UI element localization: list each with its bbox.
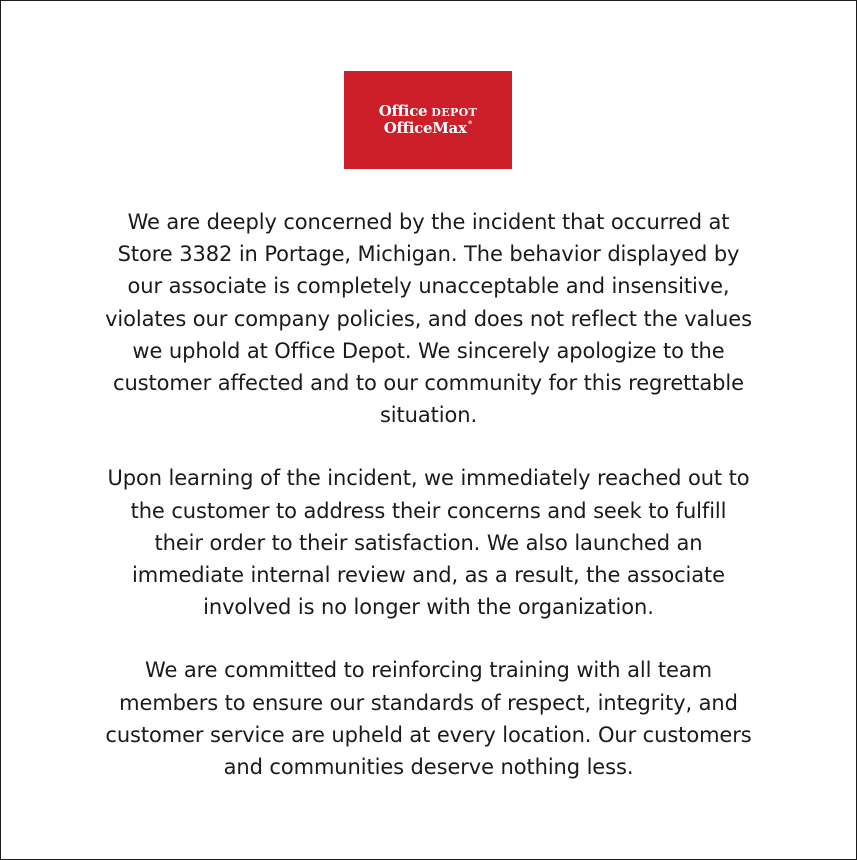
statement-line: situation. [379,403,478,428]
logo-trademark: ® [467,120,473,126]
statement-line: the customer to address their concerns and seek to fulfill [130,498,727,523]
statement-body [61,206,796,783]
statement-line: Store 3382 in Portage, Michigan. The behavior displayed by [117,242,740,267]
logo-line-officemax [384,121,473,136]
statement-line: and communities deserve nothing less. [223,755,634,780]
statement-line: We are committed to reinforcing training with all team [145,658,712,683]
statement-line: our associate is completely unacceptable and insensitive, [127,274,730,299]
office-depot-officemax-logo [344,71,512,169]
statement-line: members to ensure our standards of respect, integrity, and [119,690,738,715]
logo-word-depot: DEPOT [431,106,478,119]
statement-line: immediate internal review and, as a result, the associate [132,563,725,588]
statement-paragraph-3 [61,654,796,783]
logo-word-officemax: OfficeMax [383,119,467,137]
statement-line: customer service are upheld at every location. Our customers [105,722,752,747]
statement-line: involved is no longer with the organization. [203,595,654,620]
logo-word-office: Office [378,102,428,120]
statement-line: customer affected and to our community for this regrettable [113,371,744,396]
statement-line: their order to their satisfaction. We also launched an [154,530,703,555]
statement-paragraph-1 [61,206,796,431]
logo-line-office-depot [379,104,478,119]
statement-paragraph-2 [61,462,796,623]
statement-line: violates our company policies, and does not reflect the values [105,306,752,331]
statement-line: We are deeply concerned by the incident that occurred at [127,210,730,234]
statement-line: we uphold at Office Depot. We sincerely apologize to the [132,338,725,363]
statement-line: Upon learning of the incident, we immediately reached out to [107,466,750,491]
